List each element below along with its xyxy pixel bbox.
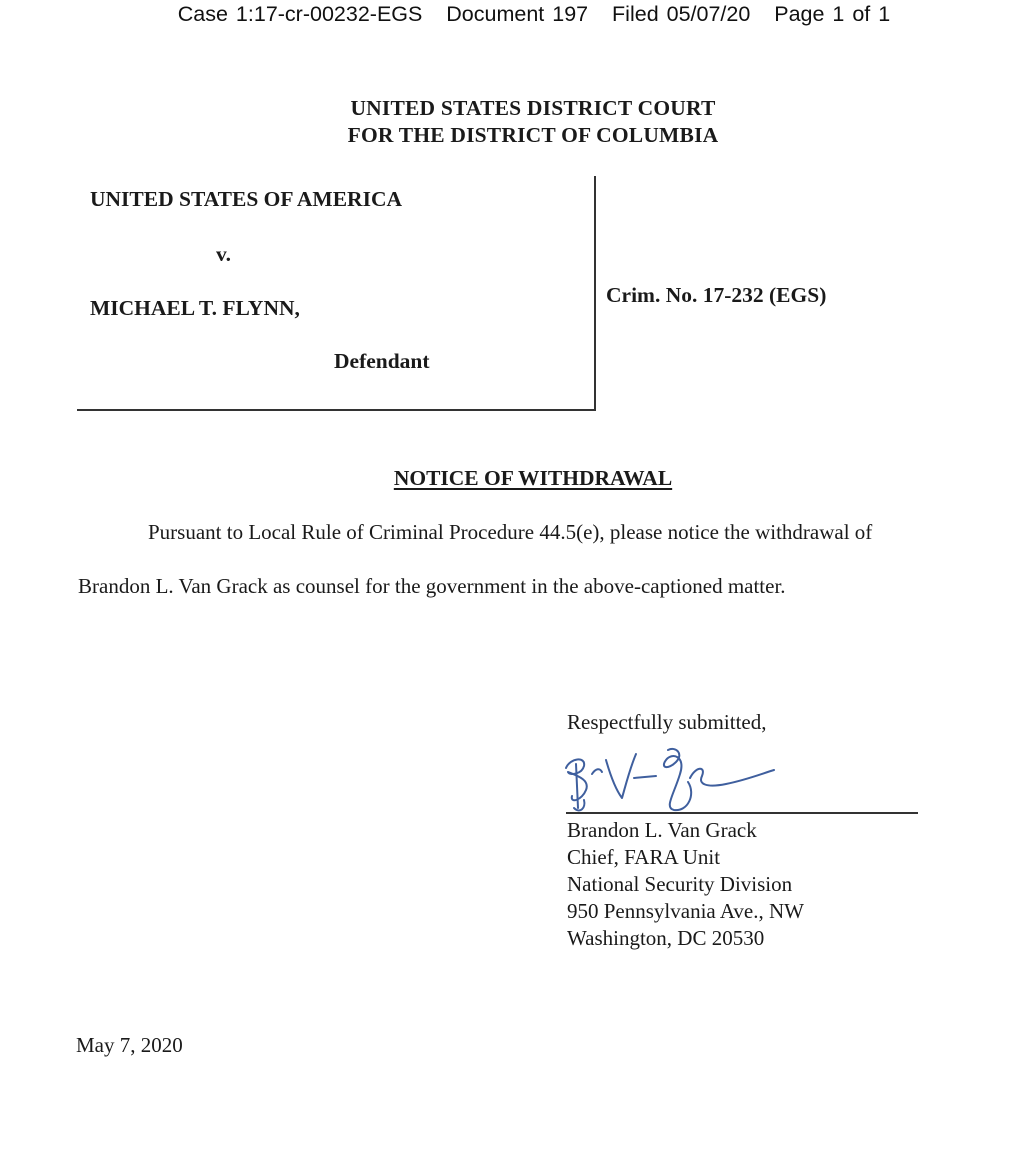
court-name-line2: FOR THE DISTRICT OF COLUMBIA bbox=[347, 123, 719, 147]
signature-closing: Respectfully submitted, bbox=[567, 710, 767, 734]
notice-title: NOTICE OF WITHDRAWAL bbox=[393, 466, 673, 490]
ecf-header bbox=[0, 2, 1032, 27]
signer-title: Chief, FARA Unit bbox=[567, 845, 721, 869]
caption-divider-vertical bbox=[594, 176, 596, 411]
header-filed-date: Filed 05/07/20 bbox=[612, 2, 751, 26]
caption-defendant-label: Defendant bbox=[334, 349, 430, 373]
caption-versus: v. bbox=[216, 242, 231, 266]
filing-date: May 7, 2020 bbox=[76, 1033, 183, 1057]
caption-defendant-name: MICHAEL T. FLYNN, bbox=[90, 296, 300, 320]
caption-case-number: Crim. No. 17-232 (EGS) bbox=[606, 283, 827, 307]
caption-plaintiff: UNITED STATES OF AMERICA bbox=[90, 187, 403, 211]
court-name-line1: UNITED STATES DISTRICT COURT bbox=[350, 96, 716, 120]
notice-body-line1: Pursuant to Local Rule of Criminal Procedure 44.5(e), please notice the withdrawal of bbox=[148, 520, 873, 544]
header-page: Page 1 of 1 bbox=[774, 2, 891, 26]
caption-divider-horizontal bbox=[77, 409, 595, 411]
handwritten-signature bbox=[556, 738, 796, 816]
header-case-number: Case 1:17-cr-00232-EGS bbox=[177, 2, 423, 26]
notice-body-line2: Brandon L. Van Grack as counsel for the government in the above-captioned matter. bbox=[78, 574, 786, 598]
signer-division: National Security Division bbox=[567, 872, 793, 896]
signature-line bbox=[566, 812, 918, 814]
header-document: Document 197 bbox=[446, 2, 589, 26]
signer-name: Brandon L. Van Grack bbox=[567, 818, 757, 842]
signer-city: Washington, DC 20530 bbox=[567, 926, 765, 950]
signer-address: 950 Pennsylvania Ave., NW bbox=[567, 899, 804, 923]
